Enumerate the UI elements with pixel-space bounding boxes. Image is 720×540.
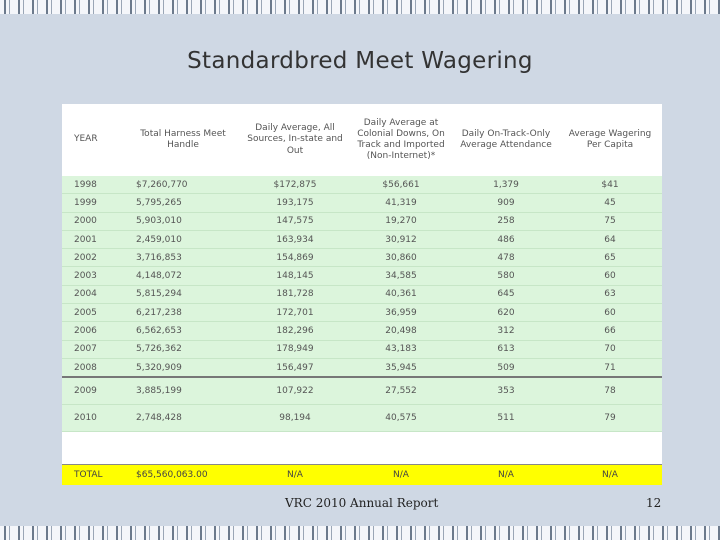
table-row (62, 285, 662, 303)
decorative-border-bottom (0, 526, 720, 540)
header-attendance: Daily On-Track-Only Average Attendance (454, 104, 558, 176)
cell-daily-colonial: 34,585 (348, 267, 454, 285)
table-row (62, 194, 662, 212)
cell-per-capita: 79 (558, 405, 662, 432)
cell-attendance: 909 (454, 194, 558, 212)
cell-handle: 5,815,294 (124, 285, 242, 303)
cell-handle: 6,562,653 (124, 322, 242, 340)
cell-per-capita: 45 (558, 194, 662, 212)
footer-report-name: VRC 2010 Annual Report (285, 496, 439, 510)
cell-attendance: 312 (454, 322, 558, 340)
cell-per-capita: 60 (558, 267, 662, 285)
table-header-row (62, 104, 662, 176)
total-attendance: N/A (454, 465, 558, 486)
table-row (62, 340, 662, 358)
cell-per-capita: 64 (558, 230, 662, 248)
cell-year: 1998 (62, 176, 124, 194)
cell-attendance: 1,379 (454, 176, 558, 194)
cell-attendance: 580 (454, 267, 558, 285)
wagering-table-container (62, 104, 662, 482)
cell-year: 2004 (62, 285, 124, 303)
cell-daily-average: $172,875 (242, 176, 348, 194)
cell-daily-colonial: 36,959 (348, 304, 454, 322)
cell-attendance: 620 (454, 304, 558, 322)
cell-daily-average: 193,175 (242, 194, 348, 212)
cell-year: 1999 (62, 194, 124, 212)
cell-daily-average: 98,194 (242, 405, 348, 432)
table-row (62, 249, 662, 267)
cell-daily-colonial: $56,661 (348, 176, 454, 194)
table-row (62, 322, 662, 340)
wagering-table (62, 104, 662, 485)
cell-attendance: 509 (454, 358, 558, 377)
cell-daily-colonial: 35,945 (348, 358, 454, 377)
cell-attendance: 613 (454, 340, 558, 358)
cell-daily-colonial: 40,575 (348, 405, 454, 432)
cell-daily-colonial: 40,361 (348, 285, 454, 303)
cell-daily-average: 178,949 (242, 340, 348, 358)
cell-daily-average: 154,869 (242, 249, 348, 267)
cell-daily-average: 182,296 (242, 322, 348, 340)
cell-year: 2008 (62, 358, 124, 377)
cell-daily-average: 181,728 (242, 285, 348, 303)
cell-handle: 5,903,010 (124, 212, 242, 230)
cell-handle: $7,260,770 (124, 176, 242, 194)
cell-attendance: 258 (454, 212, 558, 230)
cell-daily-average: 147,575 (242, 212, 348, 230)
decorative-border-top (0, 0, 720, 14)
cell-daily-average: 107,922 (242, 377, 348, 405)
cell-daily-average: 156,497 (242, 358, 348, 377)
cell-attendance: 645 (454, 285, 558, 303)
total-per-capita: N/A (558, 465, 662, 486)
cell-handle: 2,459,010 (124, 230, 242, 248)
cell-year: 2002 (62, 249, 124, 267)
total-daily-colonial: N/A (348, 465, 454, 486)
cell-attendance: 511 (454, 405, 558, 432)
cell-year: 2009 (62, 377, 124, 405)
cell-daily-colonial: 20,498 (348, 322, 454, 340)
cell-per-capita: 71 (558, 358, 662, 377)
cell-per-capita: 70 (558, 340, 662, 358)
table-row (62, 304, 662, 322)
table-row (62, 230, 662, 248)
cell-handle: 5,320,909 (124, 358, 242, 377)
cell-year: 2003 (62, 267, 124, 285)
total-label: TOTAL (62, 465, 124, 486)
cell-daily-colonial: 27,552 (348, 377, 454, 405)
cell-year: 2001 (62, 230, 124, 248)
header-handle: Total Harness Meet Handle (124, 104, 242, 176)
table-row (62, 358, 662, 377)
table-row (62, 176, 662, 194)
total-daily-average: N/A (242, 465, 348, 486)
table-row (62, 377, 662, 405)
table-spacer-row (62, 432, 662, 465)
cell-per-capita: 75 (558, 212, 662, 230)
cell-daily-average: 172,701 (242, 304, 348, 322)
cell-year: 2000 (62, 212, 124, 230)
cell-daily-colonial: 41,319 (348, 194, 454, 212)
cell-per-capita: 60 (558, 304, 662, 322)
table-row (62, 405, 662, 432)
cell-attendance: 486 (454, 230, 558, 248)
cell-daily-colonial: 30,860 (348, 249, 454, 267)
header-year: YEAR (62, 104, 124, 176)
cell-handle: 5,726,362 (124, 340, 242, 358)
cell-handle: 3,885,199 (124, 377, 242, 405)
table-row (62, 212, 662, 230)
cell-per-capita: 66 (558, 322, 662, 340)
cell-per-capita: 63 (558, 285, 662, 303)
header-daily-average: Daily Average, All Sources, In-state and Out (242, 104, 348, 176)
cell-handle: 2,748,428 (124, 405, 242, 432)
cell-per-capita: 65 (558, 249, 662, 267)
cell-year: 2007 (62, 340, 124, 358)
cell-daily-colonial: 43,183 (348, 340, 454, 358)
header-per-capita: Average Wagering Per Capita (558, 104, 662, 176)
table-row (62, 267, 662, 285)
cell-year: 2006 (62, 322, 124, 340)
table-total-row (62, 465, 662, 486)
slide-title: Standardbred Meet Wagering (187, 48, 533, 74)
cell-handle: 4,148,072 (124, 267, 242, 285)
cell-year: 2010 (62, 405, 124, 432)
cell-handle: 5,795,265 (124, 194, 242, 212)
cell-daily-colonial: 19,270 (348, 212, 454, 230)
cell-attendance: 478 (454, 249, 558, 267)
cell-daily-average: 148,145 (242, 267, 348, 285)
total-handle: $65,560,063.00 (124, 465, 242, 486)
cell-daily-colonial: 30,912 (348, 230, 454, 248)
cell-handle: 6,217,238 (124, 304, 242, 322)
cell-per-capita: $41 (558, 176, 662, 194)
page-number: 12 (646, 496, 662, 510)
cell-daily-average: 163,934 (242, 230, 348, 248)
cell-attendance: 353 (454, 377, 558, 405)
cell-per-capita: 78 (558, 377, 662, 405)
cell-year: 2005 (62, 304, 124, 322)
header-daily-colonial: Daily Average at Colonial Downs, On Track and Imported (Non-Internet)* (348, 104, 454, 176)
cell-handle: 3,716,853 (124, 249, 242, 267)
